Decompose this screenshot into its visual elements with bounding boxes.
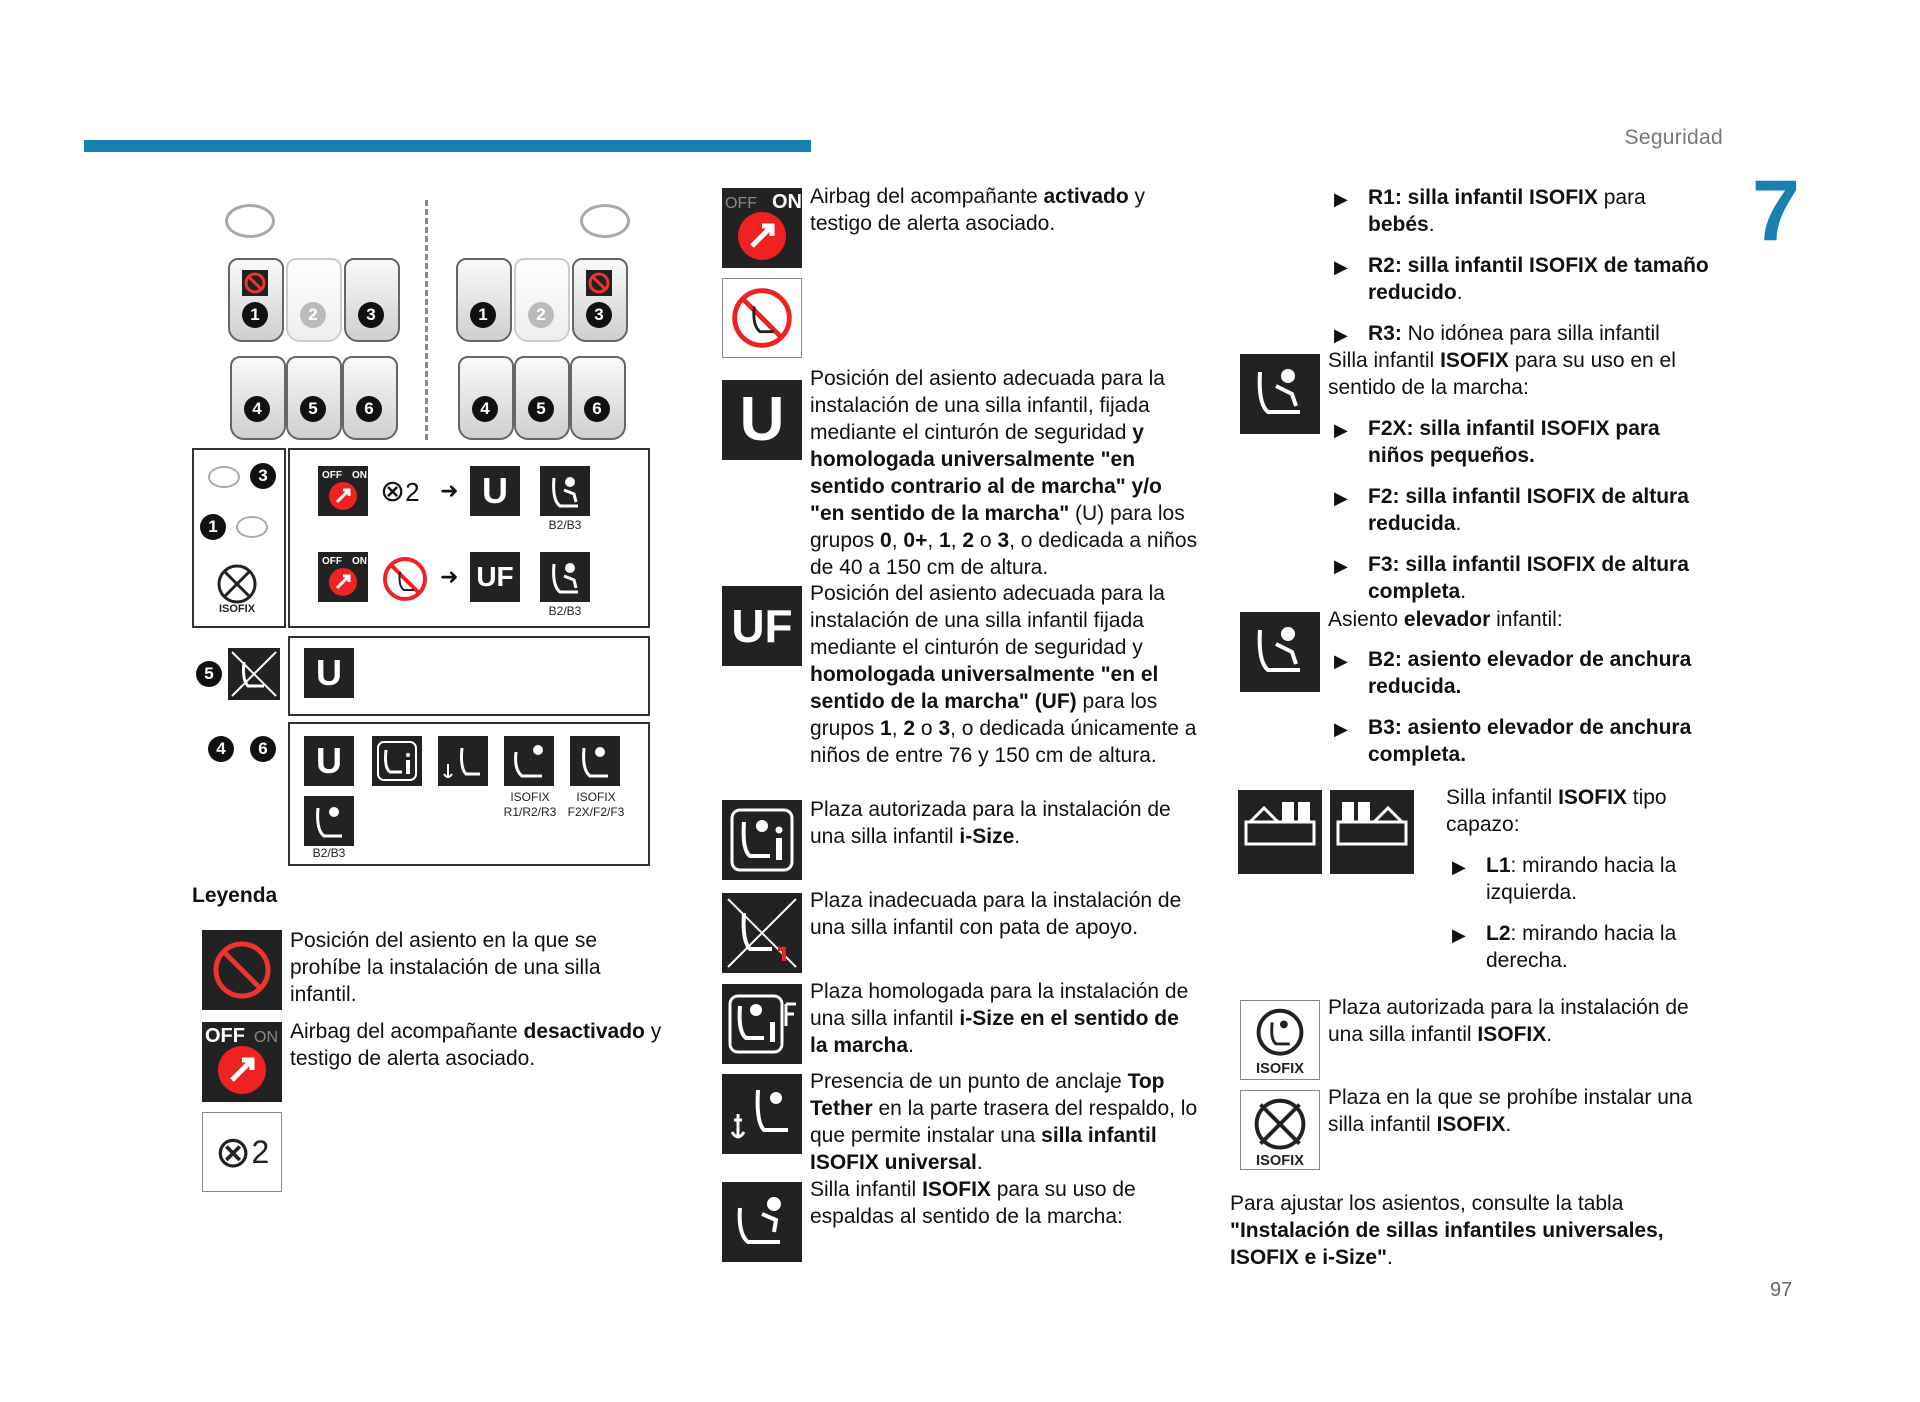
- bullet-icon: ▶: [1334, 719, 1348, 739]
- adjust-seats-text: [1230, 1190, 1700, 1271]
- airbag-deactivated-child-icon: ⊗2: [380, 475, 420, 508]
- seat-number: 3: [586, 302, 612, 328]
- l2-item: [1452, 920, 1712, 974]
- text-bold: 1: [939, 529, 951, 552]
- seat-number: 5: [528, 396, 554, 422]
- legend-title: Leyenda: [192, 884, 278, 907]
- f2x-item: [1334, 415, 1714, 469]
- booster-seat-icon: [540, 466, 590, 516]
- seat-number: 3: [358, 302, 384, 328]
- uf-label: UF: [731, 600, 793, 652]
- text-bold: F3: silla infantil ISOFIX de altura completa: [1368, 553, 1689, 603]
- text-run: o: [974, 529, 998, 552]
- seat-number: 4: [244, 396, 270, 422]
- text-run: (U) para los grupos: [810, 502, 1185, 552]
- seat-2: [514, 258, 570, 342]
- bullet-icon: ▶: [1334, 325, 1348, 345]
- text-run: Posición del asiento adecuada para la instalación de una silla infantil, fijada mediante el cinturón de seguridad: [810, 367, 1165, 444]
- isofix-rear-text: [810, 1176, 1200, 1230]
- universal-forward-icon: [722, 586, 802, 666]
- text-run: para los grupos: [810, 690, 1158, 740]
- text-bold: 3: [997, 529, 1010, 552]
- on-text: ON: [352, 470, 367, 481]
- text-run: Asiento: [1328, 608, 1404, 631]
- text-run: en la parte trasera del respaldo, lo que permite instalar una: [810, 1097, 1198, 1147]
- legend-prohibited-text: Posición del asiento en la que se prohíbe la instalación de una silla infantil.: [290, 929, 601, 1006]
- isofix-label: ISOFIX: [1256, 1153, 1304, 1169]
- airbag-deactivated-child-icon: ⊗ 2: [202, 1112, 282, 1192]
- isize-icon: [722, 800, 802, 880]
- text-run: : mirando hacia la derecha.: [1486, 922, 1677, 972]
- header-accent-bar: [84, 140, 811, 152]
- text-bold: i-Size en el sentido de la marcha: [810, 1007, 1179, 1057]
- text-bold: ISOFIX: [1436, 1113, 1506, 1136]
- seat-number: 5: [300, 396, 326, 422]
- support-leg-unsuitable-icon: [228, 648, 280, 700]
- text-run: ,: [950, 529, 963, 552]
- seat-number: 6: [584, 396, 610, 422]
- text-run: No idónea para silla infantil: [1401, 322, 1660, 345]
- isofix-authorized-icon: [1240, 1000, 1320, 1080]
- text-run: Para ajustar los asientos, consulte la tabla: [1230, 1192, 1624, 1215]
- isize-icon: [372, 736, 422, 786]
- text-run: Airbag del acompañante: [290, 1020, 524, 1043]
- support-leg-text: Plaza inadecuada para la instalación de una silla infantil con pata de apoyo.: [810, 889, 1182, 939]
- text-run: , o dedicada únicamente a niños de entre 76 y 150 cm de altura.: [810, 717, 1197, 767]
- text-bold: "Instalación de sillas infantiles universales, ISOFIX e i-Size": [1230, 1219, 1664, 1269]
- bullet-icon: ▶: [1334, 651, 1348, 671]
- text-run: Plaza autorizada para la instalación de una silla infantil: [1328, 996, 1689, 1046]
- text-bold: silla infantil ISOFIX universal: [810, 1124, 1157, 1174]
- text-bold: B2: asiento elevador de anchura reducida.: [1368, 648, 1692, 698]
- text-bold: 0+: [903, 529, 928, 552]
- top-tether-text: [810, 1068, 1200, 1176]
- seat-number: 6: [250, 736, 276, 762]
- off-text: OFF: [322, 470, 342, 481]
- carrycot-right-icon: [1330, 790, 1414, 874]
- text-run: .: [976, 1151, 983, 1174]
- bullet-icon: ▶: [1334, 488, 1348, 508]
- two-label: 2: [251, 1133, 270, 1170]
- text-bold: homologada universalmente "en el sentido de la marcha" (UF): [810, 663, 1159, 713]
- text-run: para su uso en el sentido de la marcha:: [1328, 349, 1676, 399]
- seat-number: 1: [470, 302, 496, 328]
- text-run: .: [1455, 512, 1462, 535]
- chapter-number: 7: [1752, 163, 1800, 259]
- text-run: .: [1505, 1113, 1512, 1136]
- rear-facing-prohibited-icon: [380, 554, 430, 604]
- seat-number: 2: [528, 302, 554, 328]
- text-run: , o dedicada a niños de 40 a 150 cm de altura.: [810, 529, 1198, 579]
- rear-facing-prohibited-icon: [722, 278, 802, 358]
- universal-icon: U: [304, 648, 354, 698]
- page-number: 97: [1770, 1279, 1793, 1301]
- arrow-icon: ➜: [440, 564, 459, 589]
- text-bold: 2: [962, 529, 975, 552]
- r3-item: [1334, 320, 1714, 347]
- text-bold: L2: [1486, 922, 1511, 945]
- isofix-label: ISOFIX: [1256, 1061, 1304, 1078]
- universal-forward-icon: UF: [470, 552, 520, 602]
- r1-item: [1334, 184, 1714, 238]
- text-run: Plaza en la que se prohíbe instalar una silla infantil: [1328, 1086, 1693, 1136]
- booster-seat-icon: [540, 552, 590, 602]
- booster-seat-icon: [1240, 612, 1320, 692]
- legend-airbag-off-text: [290, 1018, 680, 1072]
- carrycot-left-icon: [1238, 790, 1322, 874]
- airbag-on-icon: [318, 552, 368, 602]
- universal-icon: U: [470, 466, 520, 516]
- text-run: Silla infantil: [810, 1178, 923, 1201]
- text-run: infantil:: [1490, 608, 1563, 631]
- universal-icon: U: [304, 736, 354, 786]
- text-bold: ISOFIX: [1558, 786, 1627, 809]
- prohibited-icon: [202, 930, 282, 1010]
- text-bold: 3: [938, 717, 951, 740]
- off-text: OFF: [205, 1025, 245, 1047]
- arrow-icon: ➜: [440, 478, 459, 503]
- bullet-icon: ▶: [1334, 257, 1348, 277]
- bullet-icon: ▶: [1334, 556, 1348, 576]
- b2b3-caption: B2/B3: [548, 518, 582, 532]
- isofix-rear-facing-icon: [504, 736, 554, 786]
- text-run: ,: [891, 529, 904, 552]
- steering-wheel-icon: [208, 466, 240, 488]
- section-title: Seguridad: [1624, 126, 1723, 149]
- b3-item: [1334, 714, 1714, 768]
- text-run: .: [1460, 580, 1467, 603]
- seat-2: [286, 258, 342, 342]
- seat-number: 4: [472, 396, 498, 422]
- universal-text: [810, 365, 1200, 581]
- text-run: Presencia de un punto de anclaje: [810, 1070, 1128, 1093]
- text-run: .: [1014, 825, 1021, 848]
- booster-seat-icon: [304, 796, 354, 846]
- text-run: .: [1546, 1023, 1553, 1046]
- text-bold: activado: [1043, 185, 1129, 208]
- isofix-forward-text: [1328, 347, 1718, 401]
- top-tether-icon: [722, 1074, 802, 1154]
- text-bold: 1: [880, 717, 892, 740]
- isofix-label: ISOFIX: [218, 603, 256, 615]
- seat-1: [456, 258, 512, 342]
- text-run: .: [1387, 1246, 1393, 1269]
- universal-forward-text: [810, 580, 1200, 769]
- text-run: Plaza autorizada para la instalación de una silla infantil: [810, 798, 1171, 848]
- universal-icon: [722, 380, 802, 460]
- isize-forward-text: [810, 978, 1200, 1059]
- seat-number: 6: [356, 396, 382, 422]
- b2-item: [1334, 646, 1714, 700]
- text-run: Plaza homologada para la instalación de una silla infantil: [810, 980, 1189, 1030]
- support-leg-unsuitable-icon: [722, 893, 802, 973]
- steering-wheel-icon: [225, 204, 275, 238]
- isofix-prohibited-text: [1328, 1084, 1718, 1138]
- text-bold: ISOFIX: [1440, 349, 1509, 372]
- text-bold: ISOFIX: [1477, 1023, 1547, 1046]
- text-bold: Top Tether: [810, 1070, 1165, 1120]
- text-bold: i-Size: [959, 825, 1015, 848]
- text-bold: R1: silla infantil ISOFIX: [1368, 186, 1598, 209]
- text-run: y testigo de alerta asociado.: [810, 185, 1146, 235]
- f3-item: [1334, 551, 1714, 605]
- prohibited-icon: [242, 270, 268, 296]
- text-run: tipo capazo:: [1446, 786, 1667, 836]
- airbag-on-icon: [722, 188, 802, 268]
- steering-wheel-icon: [236, 516, 268, 538]
- carrycot-text: [1446, 784, 1706, 838]
- b2b3-caption: B2/B3: [312, 846, 346, 860]
- text-run: .: [1428, 213, 1435, 236]
- seat-number: 5: [196, 661, 222, 687]
- text-run: ,: [891, 717, 904, 740]
- bullet-icon: ▶: [1452, 925, 1466, 945]
- isofix-forward-icon: [570, 736, 620, 786]
- text-run: para su uso de espaldas al sentido de la marcha:: [810, 1178, 1136, 1228]
- off-text: OFF: [725, 195, 757, 212]
- text-run: ,: [927, 529, 940, 552]
- seat-3: [344, 258, 400, 342]
- steering-wheel-icon: [580, 204, 630, 238]
- isofix-r-caption: ISOFIX R1/R2/R3: [503, 790, 557, 819]
- b2b3-caption: B2/B3: [548, 604, 582, 618]
- on-text: ON: [772, 191, 802, 213]
- text-run: para: [1597, 186, 1646, 209]
- text-run: o: [915, 717, 939, 740]
- text-bold: ISOFIX: [922, 1178, 991, 1201]
- text-run: Silla infantil: [1446, 786, 1559, 809]
- isofix-prohibited-icon: [1240, 1090, 1320, 1170]
- top-tether-icon: [438, 736, 488, 786]
- text-run: .: [908, 1034, 914, 1057]
- text-bold: R3:: [1368, 322, 1402, 345]
- airbag-off-icon: [202, 1022, 282, 1102]
- f2-item: [1334, 483, 1714, 537]
- text-run: Silla infantil: [1328, 349, 1441, 372]
- text-run: .: [1456, 281, 1463, 304]
- isofix-forward-icon: [1240, 354, 1320, 434]
- l1-item: [1452, 852, 1712, 906]
- text-run: : mirando hacia la izquierda.: [1486, 854, 1677, 904]
- bullet-icon: ▶: [1334, 189, 1348, 209]
- text-bold: B3: asiento elevador de anchura completa.: [1368, 716, 1692, 766]
- isize-text: [810, 796, 1200, 850]
- seat-number: 1: [200, 514, 226, 540]
- text-bold: F2: silla infantil ISOFIX de altura reducida: [1368, 485, 1689, 535]
- text-bold: desactivado: [523, 1020, 645, 1043]
- two-label: 2: [405, 477, 420, 507]
- text-bold: bebés: [1368, 213, 1429, 236]
- text-run: Airbag del acompañante: [810, 185, 1044, 208]
- isofix-prohibited-icon: [212, 562, 262, 616]
- airbag-on-text: [810, 183, 1200, 237]
- on-text: ON: [352, 556, 367, 567]
- on-text: ON: [254, 1029, 278, 1046]
- seat-number: 2: [300, 302, 326, 328]
- text-run: Posición del asiento adecuada para la instalación de una silla infantil fijada mediante el cinturón de seguridad y: [810, 582, 1165, 659]
- bullet-icon: ▶: [1334, 420, 1348, 440]
- seat-number: 1: [242, 302, 268, 328]
- text-bold: 0: [880, 529, 892, 552]
- prohibited-icon: [586, 270, 612, 296]
- text-bold: L1: [1486, 854, 1511, 877]
- booster-text: [1328, 606, 1718, 633]
- text-bold: F2X: silla infantil ISOFIX para niños pequeños.: [1368, 417, 1660, 467]
- text-bold: R2: silla infantil ISOFIX de tamaño reducido: [1368, 254, 1709, 304]
- seat-number: 3: [250, 463, 276, 489]
- bullet-icon: ▶: [1452, 857, 1466, 877]
- u-label: U: [739, 385, 785, 454]
- divider: [425, 200, 428, 440]
- r2-item: [1334, 252, 1714, 306]
- isize-forward-icon: [722, 984, 802, 1064]
- isofix-authorized-text: [1328, 994, 1718, 1048]
- off-text: OFF: [322, 556, 342, 567]
- text-bold: elevador: [1403, 608, 1491, 631]
- text-run: y testigo de alerta asociado.: [290, 1020, 662, 1070]
- isofix-f-caption: ISOFIX F2X/F2/F3: [567, 790, 625, 819]
- airbag-on-icon: [318, 466, 368, 516]
- text-bold: 2: [903, 717, 916, 740]
- text-bold: y homologada universalmente "en sentido contrario al de marcha" y/o "en sentido de la marcha": [810, 421, 1162, 525]
- seat-number: 4: [208, 736, 234, 762]
- isofix-rear-facing-icon: [722, 1182, 802, 1262]
